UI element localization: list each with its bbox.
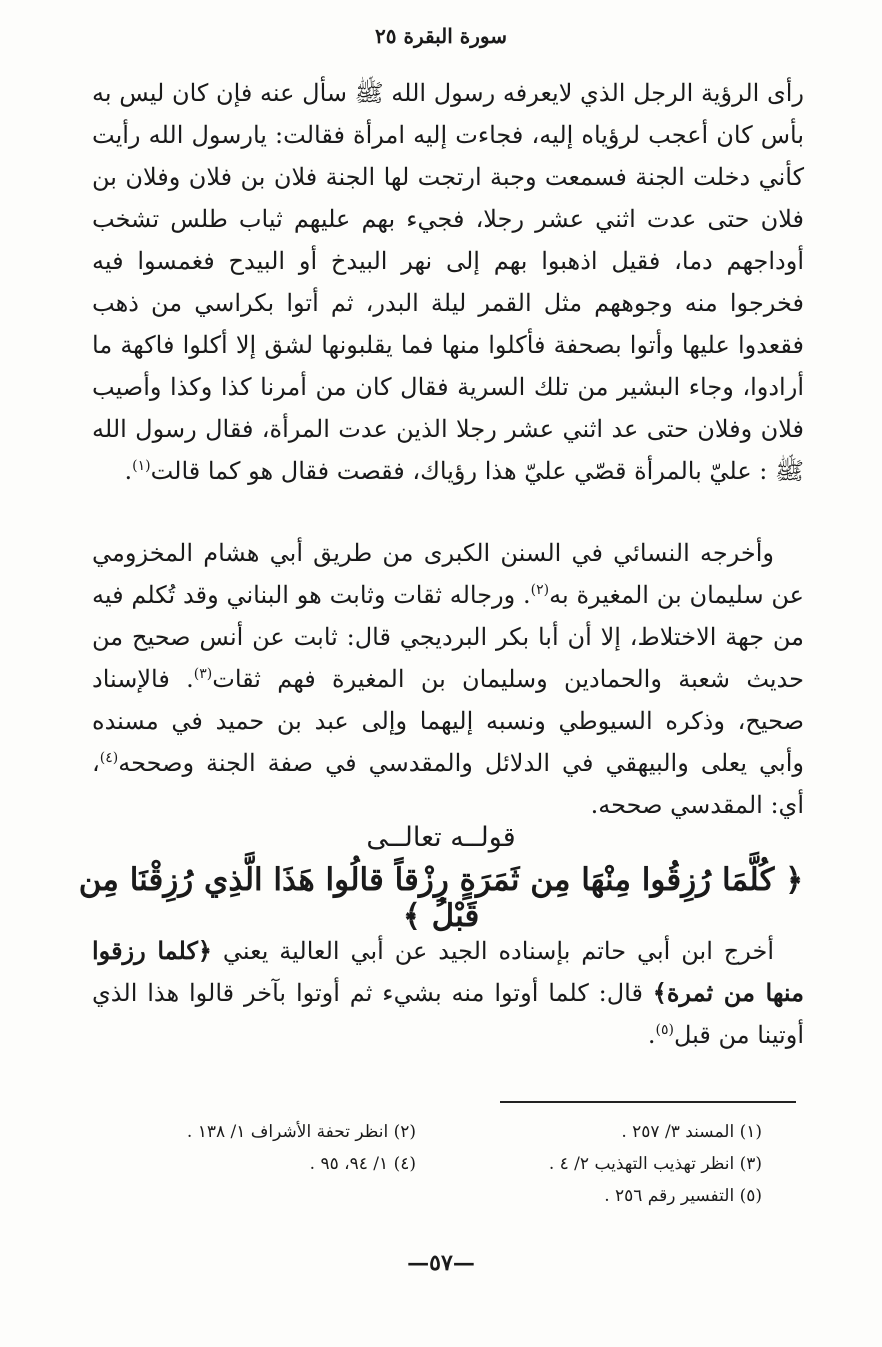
- footnote-ref-5: (٥): [655, 1022, 674, 1038]
- footnote-ref-4: (٤): [99, 750, 119, 766]
- paragraph-2-part-d: ، أي: المقدسي صححه.: [92, 749, 804, 819]
- footnote-ref-3: (٣): [193, 666, 213, 682]
- footnote-ref-1: (١): [132, 458, 151, 474]
- paragraph-3-part-b: قال: كلما أوتوا منه بشيء ثم أوتوا بآخر قالوا هذا الذي أوتينا من قبل: [92, 979, 804, 1049]
- footnote-empty: [150, 1180, 456, 1212]
- paragraph-3-end: .: [647, 1021, 656, 1049]
- quran-verse: ﴿ كُلَّمَا رُزِقُوا مِنْهَا مِن ثَمَرَةٍ رِزْقاً قالُوا هَذَا الَّذِي رُزِقْنَا مِن قَبْلُ ﴾: [78, 862, 804, 934]
- footnote-2: (٢) انظر تحفة الأشراف ١/ ١٣٨ .: [186, 1122, 416, 1142]
- footnotes: [150, 1116, 762, 1212]
- paragraph-2-part-a: وأخرجه النسائي في السنن الكبرى من طريق أبي هشام المخزومي عن سليمان بن المغيرة به: [92, 539, 804, 609]
- footnote-row: [150, 1116, 762, 1148]
- footnote-1: (١) المسند ٣/ ٢٥٧ .: [621, 1122, 762, 1142]
- footnote-divider: [500, 1101, 796, 1103]
- paragraph-1-end: .: [124, 457, 133, 485]
- footnote-4: (٤) ١/ ٩٤، ٩٥ .: [309, 1154, 416, 1174]
- paragraph-1-text: رأى الرؤية الرجل الذي لايعرفه رسول الله ﷺ سأل عنه فإن كان ليس به بأس كان أعجب لرؤياه إليه، فجاءت إليه امرأة فقالت: يارسول الله رأيت كأني دخلت الجنة فسمعت وجبة ارتجت لها الجنة فلان بن فلان وفلان بن فلان حتى عدت اثني عشر رجلا، فجيء بهم عليهم ثياب طلس تشخب أوداجهم دما، فقيل اذهبوا بهم إلى نهر البيدخ أو البيدح فغمسوا فيه فخرجوا منه وجوههم مثل القمر ليلة البدر، ثم أتوا بكراسي من ذهب فقعدوا عليها وأتوا بصحفة فأكلوا منها فما يقلبونها لشق إلا أكلوا فاكهة ما أرادوا، وجاء البشير من تلك السرية فقال كان من أمرنا كذا وكذا وأصيب فلان وفلان حتى عد اثني عشر رجلا الذين عدت المرأة، فقال رسول الله ﷺ : عليّ بالمرأة قصّي عليّ هذا رؤياك، فقصت فقال هو كما قالت: [92, 79, 804, 485]
- footnote-5: (٥) التفسير رقم ٢٥٦ .: [604, 1186, 762, 1206]
- page-header: سورة البقرة ٢٥: [375, 24, 507, 48]
- page-number: —٥٧—: [407, 1250, 475, 1276]
- paragraph-1: [92, 72, 804, 492]
- section-heading: قولــه تعالــى: [366, 822, 516, 853]
- footnote-row: [150, 1148, 762, 1180]
- paragraph-3-quote: ﴿كلما رزقوا منها من ثمرة﴾: [92, 936, 804, 1007]
- paragraph-2-part-b: . ورجاله ثقات وثابت هو البناني وقد تُكلم فيه من جهة الاختلاط، إلا أن أبا بكر البرديجي قال: ثابت عن أنس صحيح من حديث شعبة والحمادين وسليمان بن المغيرة فهم ثقات: [92, 581, 804, 693]
- footnote-ref-2: (٢): [530, 582, 550, 598]
- paragraph-2-part-c: . فالإسناد صحيح، وذكره السيوطي ونسبه إليهما وإلى عبد بن حميد في مسنده وأبي يعلى والبيهقي في الدلائل والمقدسي في صفة الجنة وصححه: [92, 665, 804, 777]
- paragraph-3-part-a: أخرج ابن أبي حاتم بإسناده الجيد عن أبي العالية يعني: [211, 937, 775, 965]
- paragraph-3: [92, 930, 804, 1056]
- footnote-row: [150, 1180, 762, 1212]
- footnote-3: (٣) انظر تهذيب التهذيب ٢/ ٤ .: [548, 1154, 762, 1174]
- paragraph-2: [92, 532, 804, 826]
